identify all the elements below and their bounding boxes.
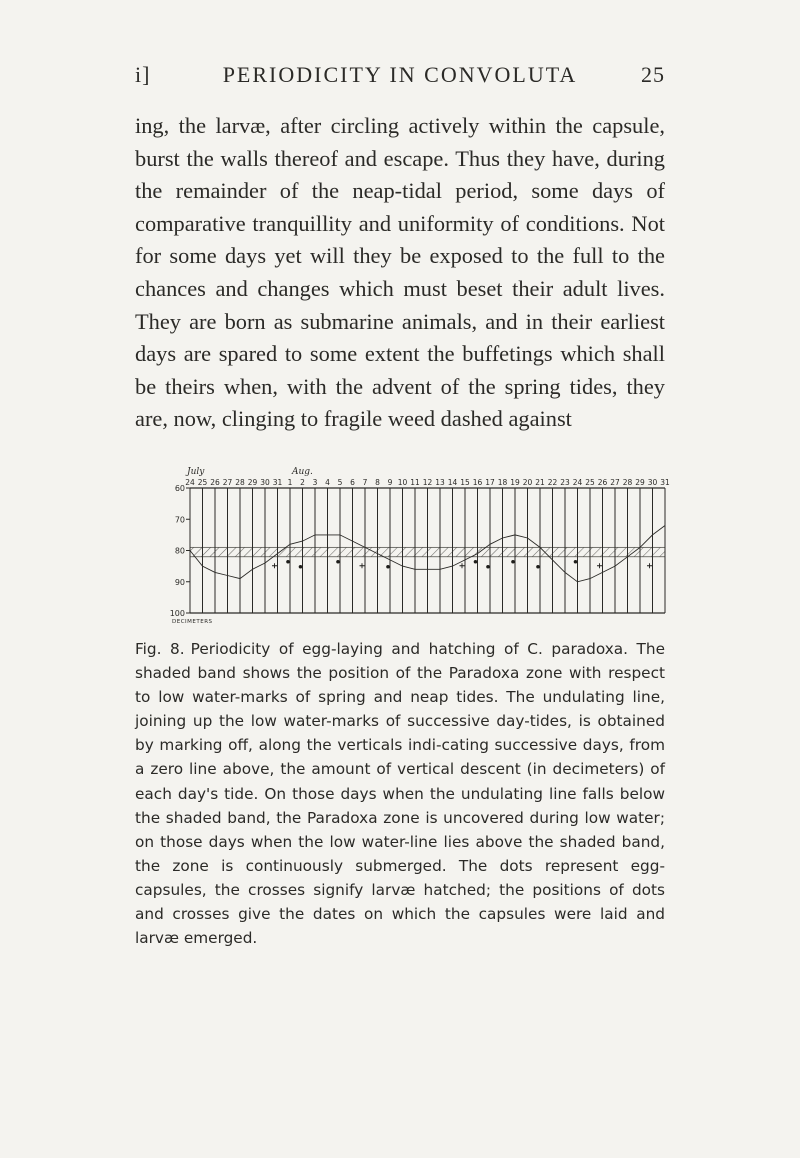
day-tick-label: 29 — [635, 478, 645, 487]
day-tick-label: 1 — [287, 478, 293, 487]
day-tick-label: 10 — [397, 478, 408, 487]
day-tick-label: 27 — [222, 478, 233, 487]
larvae-hatched-cross — [647, 563, 652, 568]
day-tick-label: 30 — [647, 478, 658, 487]
figure-label: Fig. 8. — [135, 640, 185, 658]
y-tick-label: 80 — [174, 546, 185, 556]
day-tick-label: 12 — [422, 478, 433, 487]
day-tick-label: 6 — [350, 478, 355, 487]
y-tick-label: 90 — [174, 577, 185, 587]
day-tick-label: 24 — [185, 478, 195, 487]
y-tick-label: 60 — [174, 484, 185, 493]
day-tick-label: 30 — [260, 478, 270, 487]
section-marker: i] — [135, 62, 151, 87]
egg-capsule-dot — [386, 565, 390, 569]
egg-capsule-dot — [536, 565, 540, 569]
y-tick-label: 100 — [169, 609, 185, 618]
egg-capsule-dot — [511, 560, 515, 564]
day-tick-label: 21 — [535, 478, 545, 487]
day-tick-label: 25 — [197, 478, 208, 487]
day-tick-label: 31 — [660, 478, 670, 487]
day-tick-label: 23 — [560, 478, 570, 487]
egg-capsule-dot — [486, 565, 490, 569]
day-tick-label: 31 — [272, 478, 283, 487]
day-tick-label: 26 — [210, 478, 220, 487]
day-tick-label: 29 — [247, 478, 258, 487]
caption-text: Periodicity of egg-laying and hatching of C. paradoxa. The shaded band shows the position of the Paradoxa zone with respect to low water-marks of spring and neap tides. The undulating line, joining up the low water-marks of successive day-tides, is obtained by marking off, along the verticals indi-cating successive days, from a zero line above, the amount of vertical descent (in decimeters) of each day's tide. On those days when the undulating line falls below the shaded band, the Paradoxa zone is uncovered during low water; on those days when the low water-line lies above the shaded band, the zone is continuously submerged. The dots represent egg-capsules, the crosses signify larvæ hatched; the positions of dots and crosses give the dates on which the capsules were laid and larvæ emerged. — [135, 640, 665, 948]
day-tick-label: 20 — [522, 478, 533, 487]
larvae-hatched-cross — [272, 563, 277, 568]
day-tick-label: 9 — [387, 478, 393, 487]
egg-capsule-dot — [286, 560, 290, 564]
day-tick-label: 22 — [547, 478, 558, 487]
day-tick-label: 28 — [622, 478, 633, 487]
running-title: PERIODICITY IN CONVOLUTA — [222, 62, 578, 87]
day-tick-label: 4 — [325, 478, 330, 487]
day-tick-label: 25 — [585, 478, 595, 487]
month-label-july: July — [187, 467, 205, 477]
egg-capsule-dot — [299, 565, 303, 569]
day-tick-label: 16 — [472, 478, 483, 487]
day-tick-label: 3 — [312, 478, 318, 487]
page-number: 25 — [641, 62, 665, 87]
egg-capsule-dot — [336, 560, 340, 564]
day-tick-label: 13 — [435, 478, 445, 487]
day-tick-label: 8 — [375, 478, 380, 487]
figure-caption — [135, 637, 665, 950]
day-tick-label: 19 — [510, 478, 520, 487]
egg-capsule-dot — [574, 560, 578, 564]
larvae-hatched-cross — [360, 563, 365, 568]
day-tick-label: 7 — [362, 478, 368, 487]
egg-capsule-dot — [474, 560, 478, 564]
day-tick-label: 5 — [337, 478, 343, 487]
tide-chart — [100, 454, 700, 629]
day-tick-label: 11 — [410, 478, 420, 487]
y-tick-label: 70 — [174, 515, 185, 525]
larvae-hatched-cross — [597, 563, 602, 568]
day-tick-label: 17 — [485, 478, 495, 487]
larvae-hatched-cross — [460, 563, 465, 568]
body-paragraph: ing, the larvæ, after circling actively within the capsule, burst the walls thereof and escape. Thus they have, during the remainder of the neap-tidal period, some days of comparative tranquillity and uniformity of conditions. Not for some days yet will they be exposed to the full to the chances and changes which must beset their adult lives. They are born as submarine animals, and in their earliest days are spared to some extent the buffetings which shall be theirs when, with the advent of the spring tides, they are, now, clinging to fragile weed dashed against — [135, 113, 665, 432]
day-tick-label: 2 — [300, 478, 305, 487]
day-tick-label: 24 — [572, 478, 583, 487]
day-tick-label: 26 — [597, 478, 608, 487]
day-tick-label: 14 — [447, 478, 458, 487]
day-tick-label: 27 — [610, 478, 620, 487]
month-label-august: Aug. — [292, 467, 313, 477]
day-tick-label: 28 — [235, 478, 245, 487]
y-unit-label: DECIMETERS — [172, 619, 213, 625]
day-tick-label: 18 — [497, 478, 508, 487]
running-header — [135, 54, 665, 90]
day-tick-label: 15 — [460, 478, 470, 487]
